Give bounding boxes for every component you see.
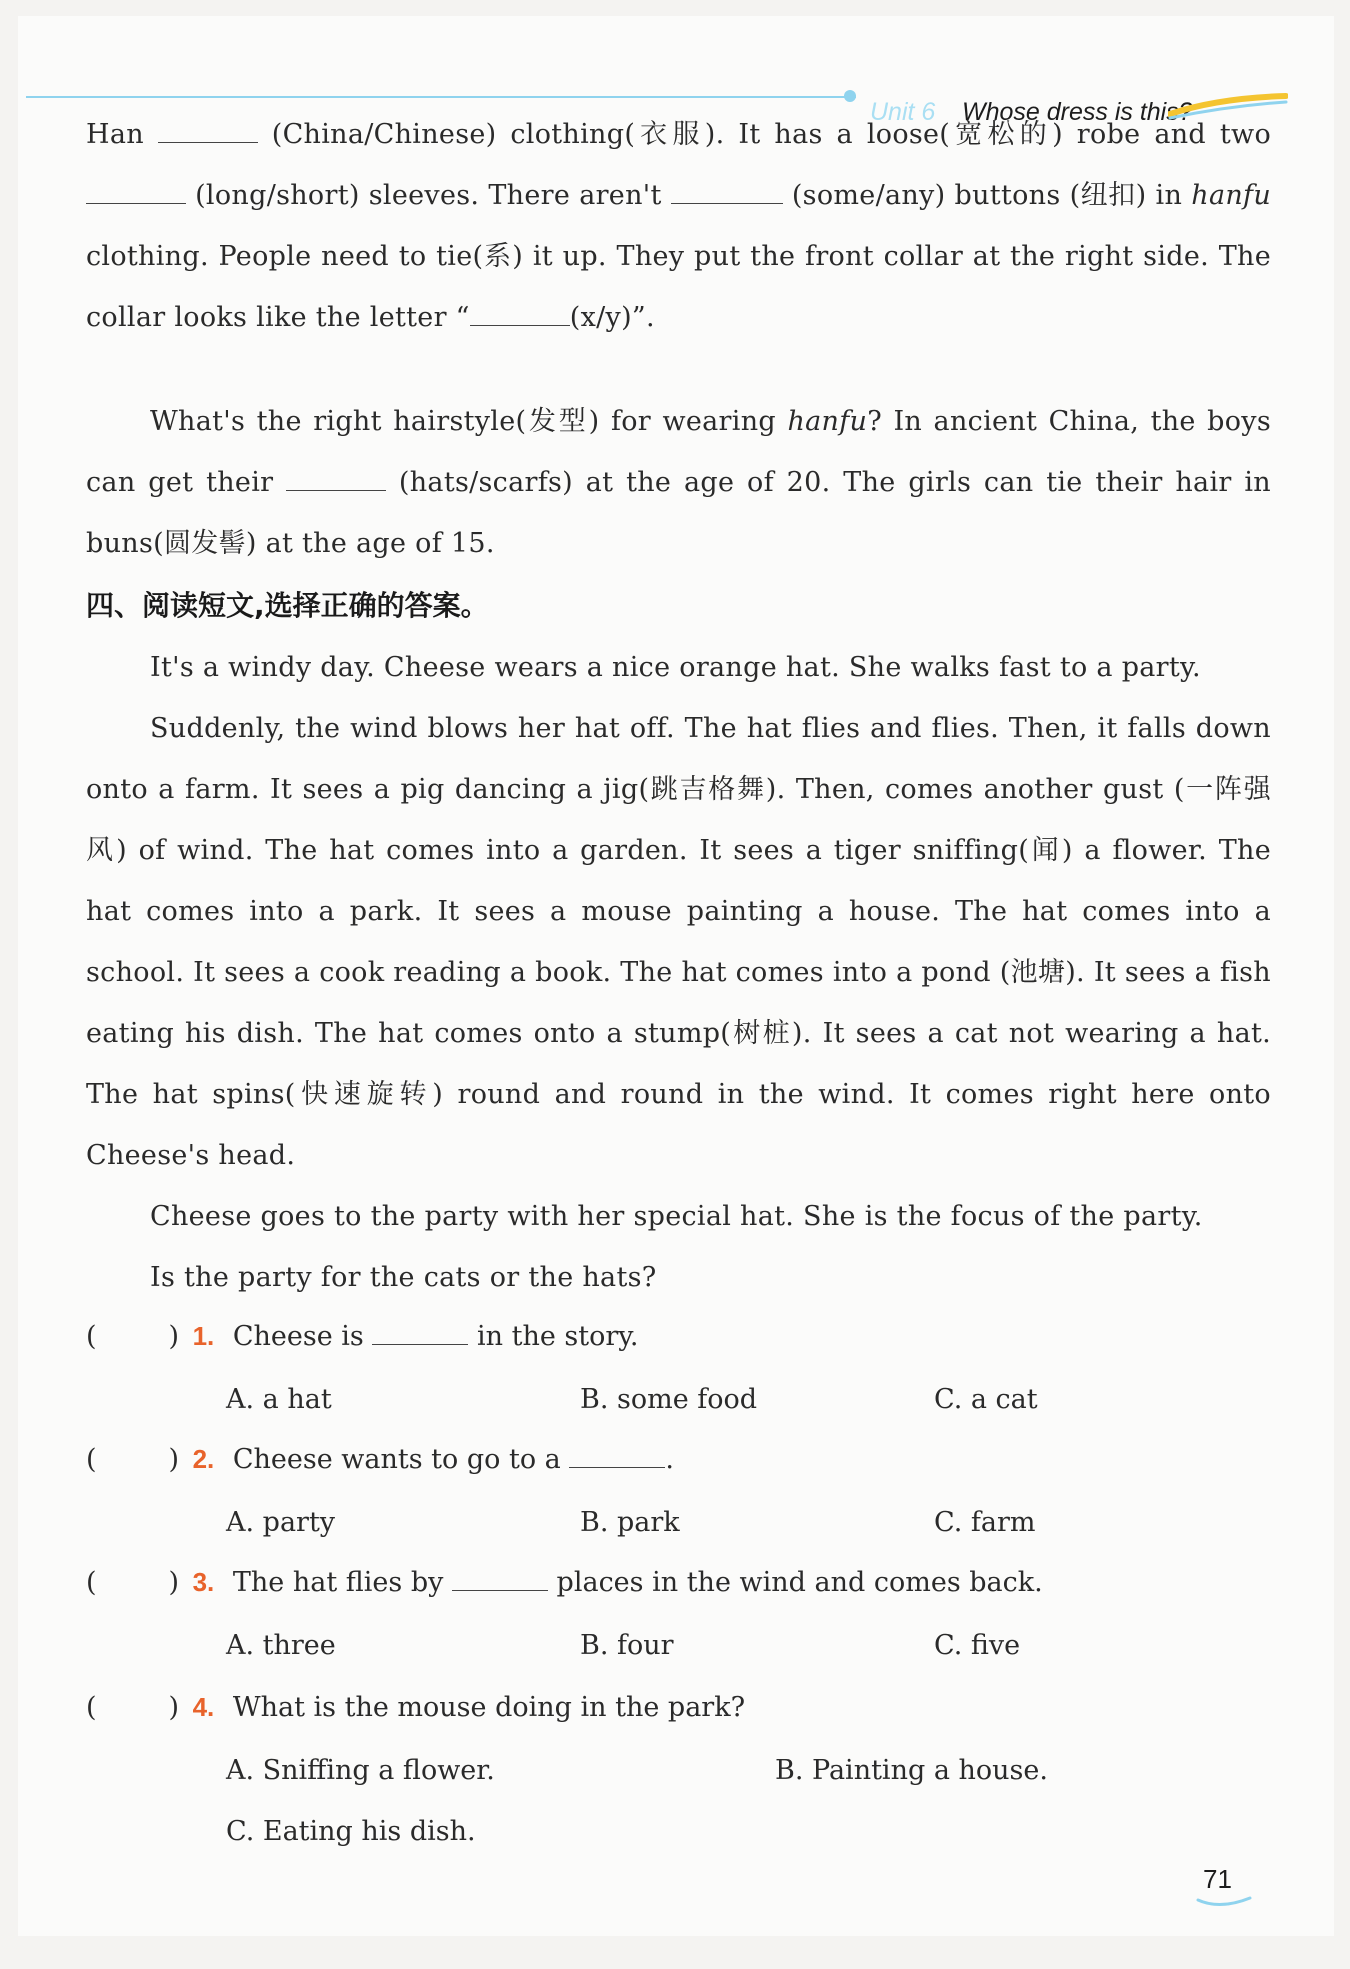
answer-box-1[interactable]: ( ) [86, 1321, 180, 1352]
header-rule [26, 96, 856, 98]
question-text: Cheese wants to go to a [232, 1444, 561, 1475]
header-dot-icon [844, 90, 856, 102]
blank-3[interactable] [671, 183, 783, 204]
option-3b[interactable]: B. four [580, 1630, 674, 1661]
question-2 [86, 1444, 674, 1484]
p2-text-c: (hats/scarfs) at the age of 20. The girls can tie their hair in buns(圆发髻) at the age of 15. [86, 467, 1271, 559]
section-heading: 四、阅读短文,选择正确的答案。 [86, 589, 489, 622]
option-1c[interactable]: C. a cat [934, 1384, 1038, 1415]
question-3 [86, 1567, 1043, 1607]
blank-2[interactable] [86, 183, 186, 204]
option-4c[interactable]: C. Eating his dish. [226, 1816, 476, 1847]
question-blank [372, 1324, 468, 1345]
page-swoosh-icon [1196, 1894, 1252, 1910]
question-1 [86, 1321, 639, 1361]
question-text: The hat flies by [232, 1567, 444, 1598]
option-2a[interactable]: A. party [226, 1507, 336, 1538]
p1-text-b: (China/Chinese) clothing(衣服). It has a loose(宽松的) robe and two [271, 119, 1272, 150]
p2-text-b: ? In ancient China, the boys can get their [86, 406, 1272, 498]
p2-text-a: What's the right hairstyle(发型) for wearing [150, 406, 776, 437]
question-number: 1. [192, 1321, 215, 1351]
blank-4[interactable] [470, 305, 570, 326]
question-blank [452, 1570, 548, 1591]
p2-hanfu: hanfu [787, 406, 868, 437]
option-4a[interactable]: A. Sniffing a flower. [226, 1755, 495, 1786]
answer-box-4[interactable]: ( ) [86, 1692, 180, 1723]
story-p2: Suddenly, the wind blows her hat off. The hat flies and flies. Then, it falls down onto a farm. It sees a pig dancing a jig(跳吉格舞). Then, comes another gust (一阵强风) of wind. The hat comes into a garden. It sees a tiger sniffing(闻) a flower. The hat comes into a park. It sees a mouse painting a house. The hat comes into a school. It sees a cook reading a book. The hat comes into a pond (池塘). It sees a fish eating his dish. The hat comes onto a stump(树桩). It sees a cat not wearing a hat. The hat spins(快速旋转) round and round in the wind. It comes right here onto Cheese's head. [86, 713, 1271, 1171]
question-number: 3. [192, 1567, 215, 1597]
option-3c[interactable]: C. five [934, 1630, 1021, 1661]
question-number: 4. [192, 1692, 215, 1722]
question-text: What is the mouse doing in the park? [232, 1692, 746, 1723]
p1-text-a: Han [86, 119, 144, 150]
question-4 [86, 1692, 745, 1732]
option-2b[interactable]: B. park [580, 1507, 680, 1538]
hanfu-passage-2 [86, 391, 1271, 574]
p1-text-f: (x/y)”. [569, 302, 655, 333]
unit-label: Unit 6 [870, 98, 936, 126]
question-text: . [665, 1444, 674, 1475]
question-text: in the story. [476, 1321, 639, 1352]
question-text: places in the wind and comes back. [556, 1567, 1043, 1598]
story-p4: Is the party for the cats or the hats? [150, 1262, 657, 1293]
option-3a[interactable]: A. three [226, 1630, 336, 1661]
p1-text-d: (some/any) buttons (纽扣) in [791, 180, 1183, 211]
unit-title: Whose dress is this? [962, 98, 1193, 126]
story-p1: It's a windy day. Cheese wears a nice orange hat. She walks fast to a party. [150, 652, 1201, 683]
story-p3: Cheese goes to the party with her special hat. She is the focus of the party. [150, 1201, 1203, 1232]
page-number: 71 [1203, 1864, 1232, 1894]
p1-hanfu: hanfu [1191, 180, 1272, 211]
workbook-page [18, 16, 1334, 1936]
p1-text-c: (long/short) sleeves. There aren't [195, 180, 662, 211]
option-4b[interactable]: B. Painting a house. [775, 1755, 1048, 1786]
question-blank [569, 1447, 665, 1468]
hanfu-passage-1 [86, 104, 1271, 348]
question-text: Cheese is [232, 1321, 364, 1352]
blank-5[interactable] [286, 470, 386, 491]
blank-1[interactable] [158, 122, 258, 143]
option-1a[interactable]: A. a hat [226, 1384, 332, 1415]
answer-box-3[interactable]: ( ) [86, 1567, 180, 1598]
option-2c[interactable]: C. farm [934, 1507, 1036, 1538]
question-number: 2. [192, 1444, 215, 1474]
p1-text-e: clothing. People need to tie(系) it up. They put the front collar at the right side. The collar looks like the letter “ [86, 241, 1271, 333]
answer-box-2[interactable]: ( ) [86, 1444, 180, 1475]
option-1b[interactable]: B. some food [580, 1384, 758, 1415]
